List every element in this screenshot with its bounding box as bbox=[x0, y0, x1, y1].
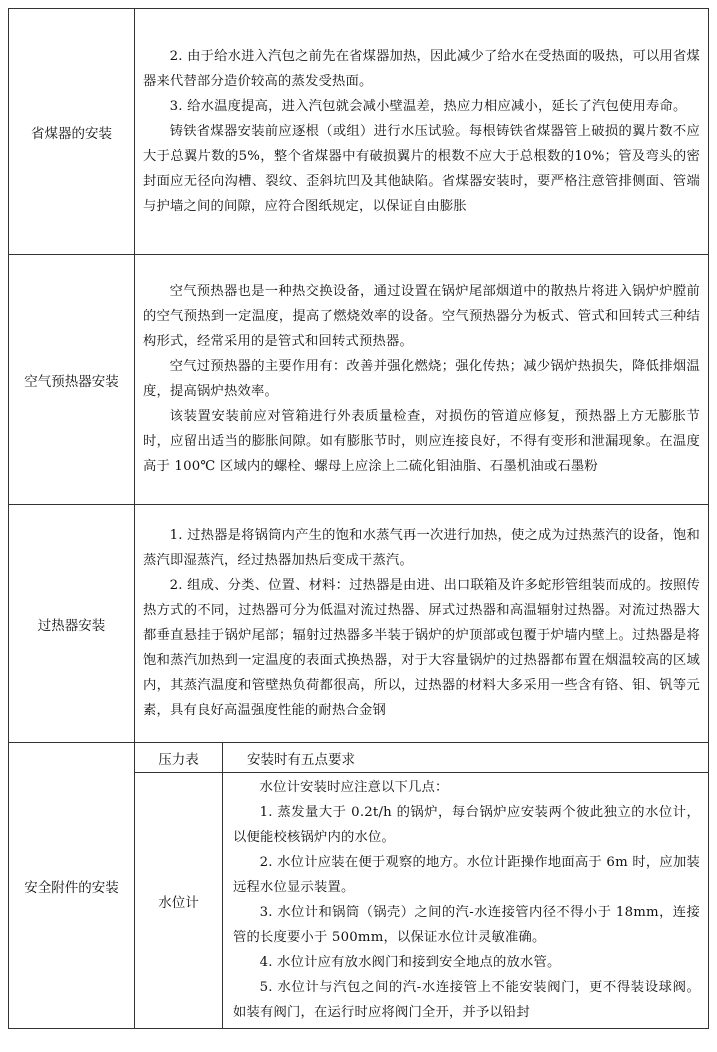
water-level-content bbox=[223, 773, 709, 1029]
row-label: 空气预热器安装 bbox=[9, 255, 135, 505]
row-content bbox=[135, 9, 709, 255]
paragraph: 2. 组成、分类、位置、材料：过热器是由进、出口联箱及许多蛇形管组装而成的。按照传热方式的不同，过热器可分为低温对流过热器、屏式过热器和高温辐射过热器。对流过热器大都垂直悬挂于锅炉尾部；辐射过热器多半装于锅炉的炉顶部或包覆于炉墙内壁上。过热器是将饱和蒸汽加热到一定温度的表面式换热器，对于大容量锅炉的过热器都布置在烟温较高的区域内，其蒸汽温度和管壁热负荷都很高，所以，过热器的材料大多采用一些含有铬、钼、钒等元素，具有良好高温强度性能的耐热合金钢 bbox=[143, 578, 700, 718]
paragraph: 3. 给水温度提高，进入汽包就会减小壁温差，热应力相应减小，延长了汽包使用寿命。 bbox=[169, 98, 687, 114]
paragraph: 空气过预热器的主要作用有：改善并强化燃烧；强化传热；减少锅炉热损失，降低排烟温度，提高锅炉热效率。 bbox=[143, 359, 700, 399]
row-label: 过热器安装 bbox=[9, 505, 135, 743]
row-content bbox=[135, 505, 709, 743]
row-safety-pressure bbox=[9, 743, 709, 773]
pressure-gauge-label: 压力表 bbox=[135, 743, 223, 773]
paragraph: 5. 水位计与汽包之间的汽-水连接管上不能安装阀门，更不得装设球阀。如装有阀门，在运行时应将阀门全开，并予以铅封 bbox=[233, 980, 700, 1020]
row-economizer bbox=[9, 9, 709, 255]
paragraph: 空气预热器也是一种热交换设备，通过设置在锅炉尾部烟道中的散热片将进入锅炉炉膛前的空气预热到一定温度，提高了燃烧效率的设备。空气预热器分为板式、管式和回转式三种结构形式，经常采用的是管式和回转式预热器。 bbox=[143, 284, 700, 349]
paragraph: 水位计安装时应注意以下几点： bbox=[259, 780, 449, 795]
installation-table bbox=[8, 8, 709, 1029]
water-level-label: 水位计 bbox=[135, 773, 223, 1029]
paragraph: 2. 水位计应装在便于观察的地方。水位计距操作地面高于 6m 时，应加装远程水位显示装置。 bbox=[233, 855, 700, 895]
paragraph: 铸铁省煤器安装前应逐根（或组）进行水压试验。每根铸铁省煤器管上破损的翼片数不应大于总翼片数的5%，整个省煤器中有破损翼片的根数不应大于总根数的10%；管及弯头的密封面应无径向沟槽、裂纹、歪斜坑凹及其他缺陷。省煤器安装时，要严格注意管排侧面、管端与护墙之间的间隙，应符合图纸规定，以保证自由膨胀 bbox=[143, 123, 700, 214]
paragraph: 1. 蒸发量大于 0.2t/h 的锅炉，每台锅炉应安装两个彼此独立的水位计，以便能校核锅炉内的水位。 bbox=[233, 805, 700, 845]
row-air-preheater bbox=[9, 255, 709, 505]
row-label: 安全附件的安装 bbox=[9, 743, 135, 1029]
row-content bbox=[135, 255, 709, 505]
paragraph: 该装置安装前应对管箱进行外表质量检查，对损伤的管道应修复，预热器上方无膨胀节时，应留出适当的膨胀间隙。如有膨胀节时，则应连接良好，不得有变形和泄漏现象。在温度高于 100℃ 区域内的螺栓、螺母上应涂上二硫化钼油脂、石墨机油或石墨粉 bbox=[143, 409, 700, 474]
paragraph: 2. 由于给水进入汽包之前先在省煤器加热，因此减少了给水在受热面的吸热，可以用省煤器来代替部分造价较高的蒸发受热面。 bbox=[143, 48, 700, 89]
paragraph: 3. 水位计和锅筒（锅壳）之间的汽-水连接管内径不得小于 18mm，连接管的长度要小于 500mm，以保证水位计灵敏准确。 bbox=[233, 905, 700, 945]
row-superheater bbox=[9, 505, 709, 743]
paragraph: 4. 水位计应有放水阀门和接到安全地点的放水管。 bbox=[259, 955, 561, 970]
row-label: 省煤器的安装 bbox=[9, 9, 135, 255]
pressure-gauge-note: 安装时有五点要求 bbox=[223, 743, 709, 773]
paragraph: 1. 过热器是将锅筒内产生的饱和水蒸气再一次进行加热，使之成为过热蒸汽的设备，饱和蒸汽即湿蒸汽，经过热器加热后变成干蒸汽。 bbox=[143, 528, 700, 568]
